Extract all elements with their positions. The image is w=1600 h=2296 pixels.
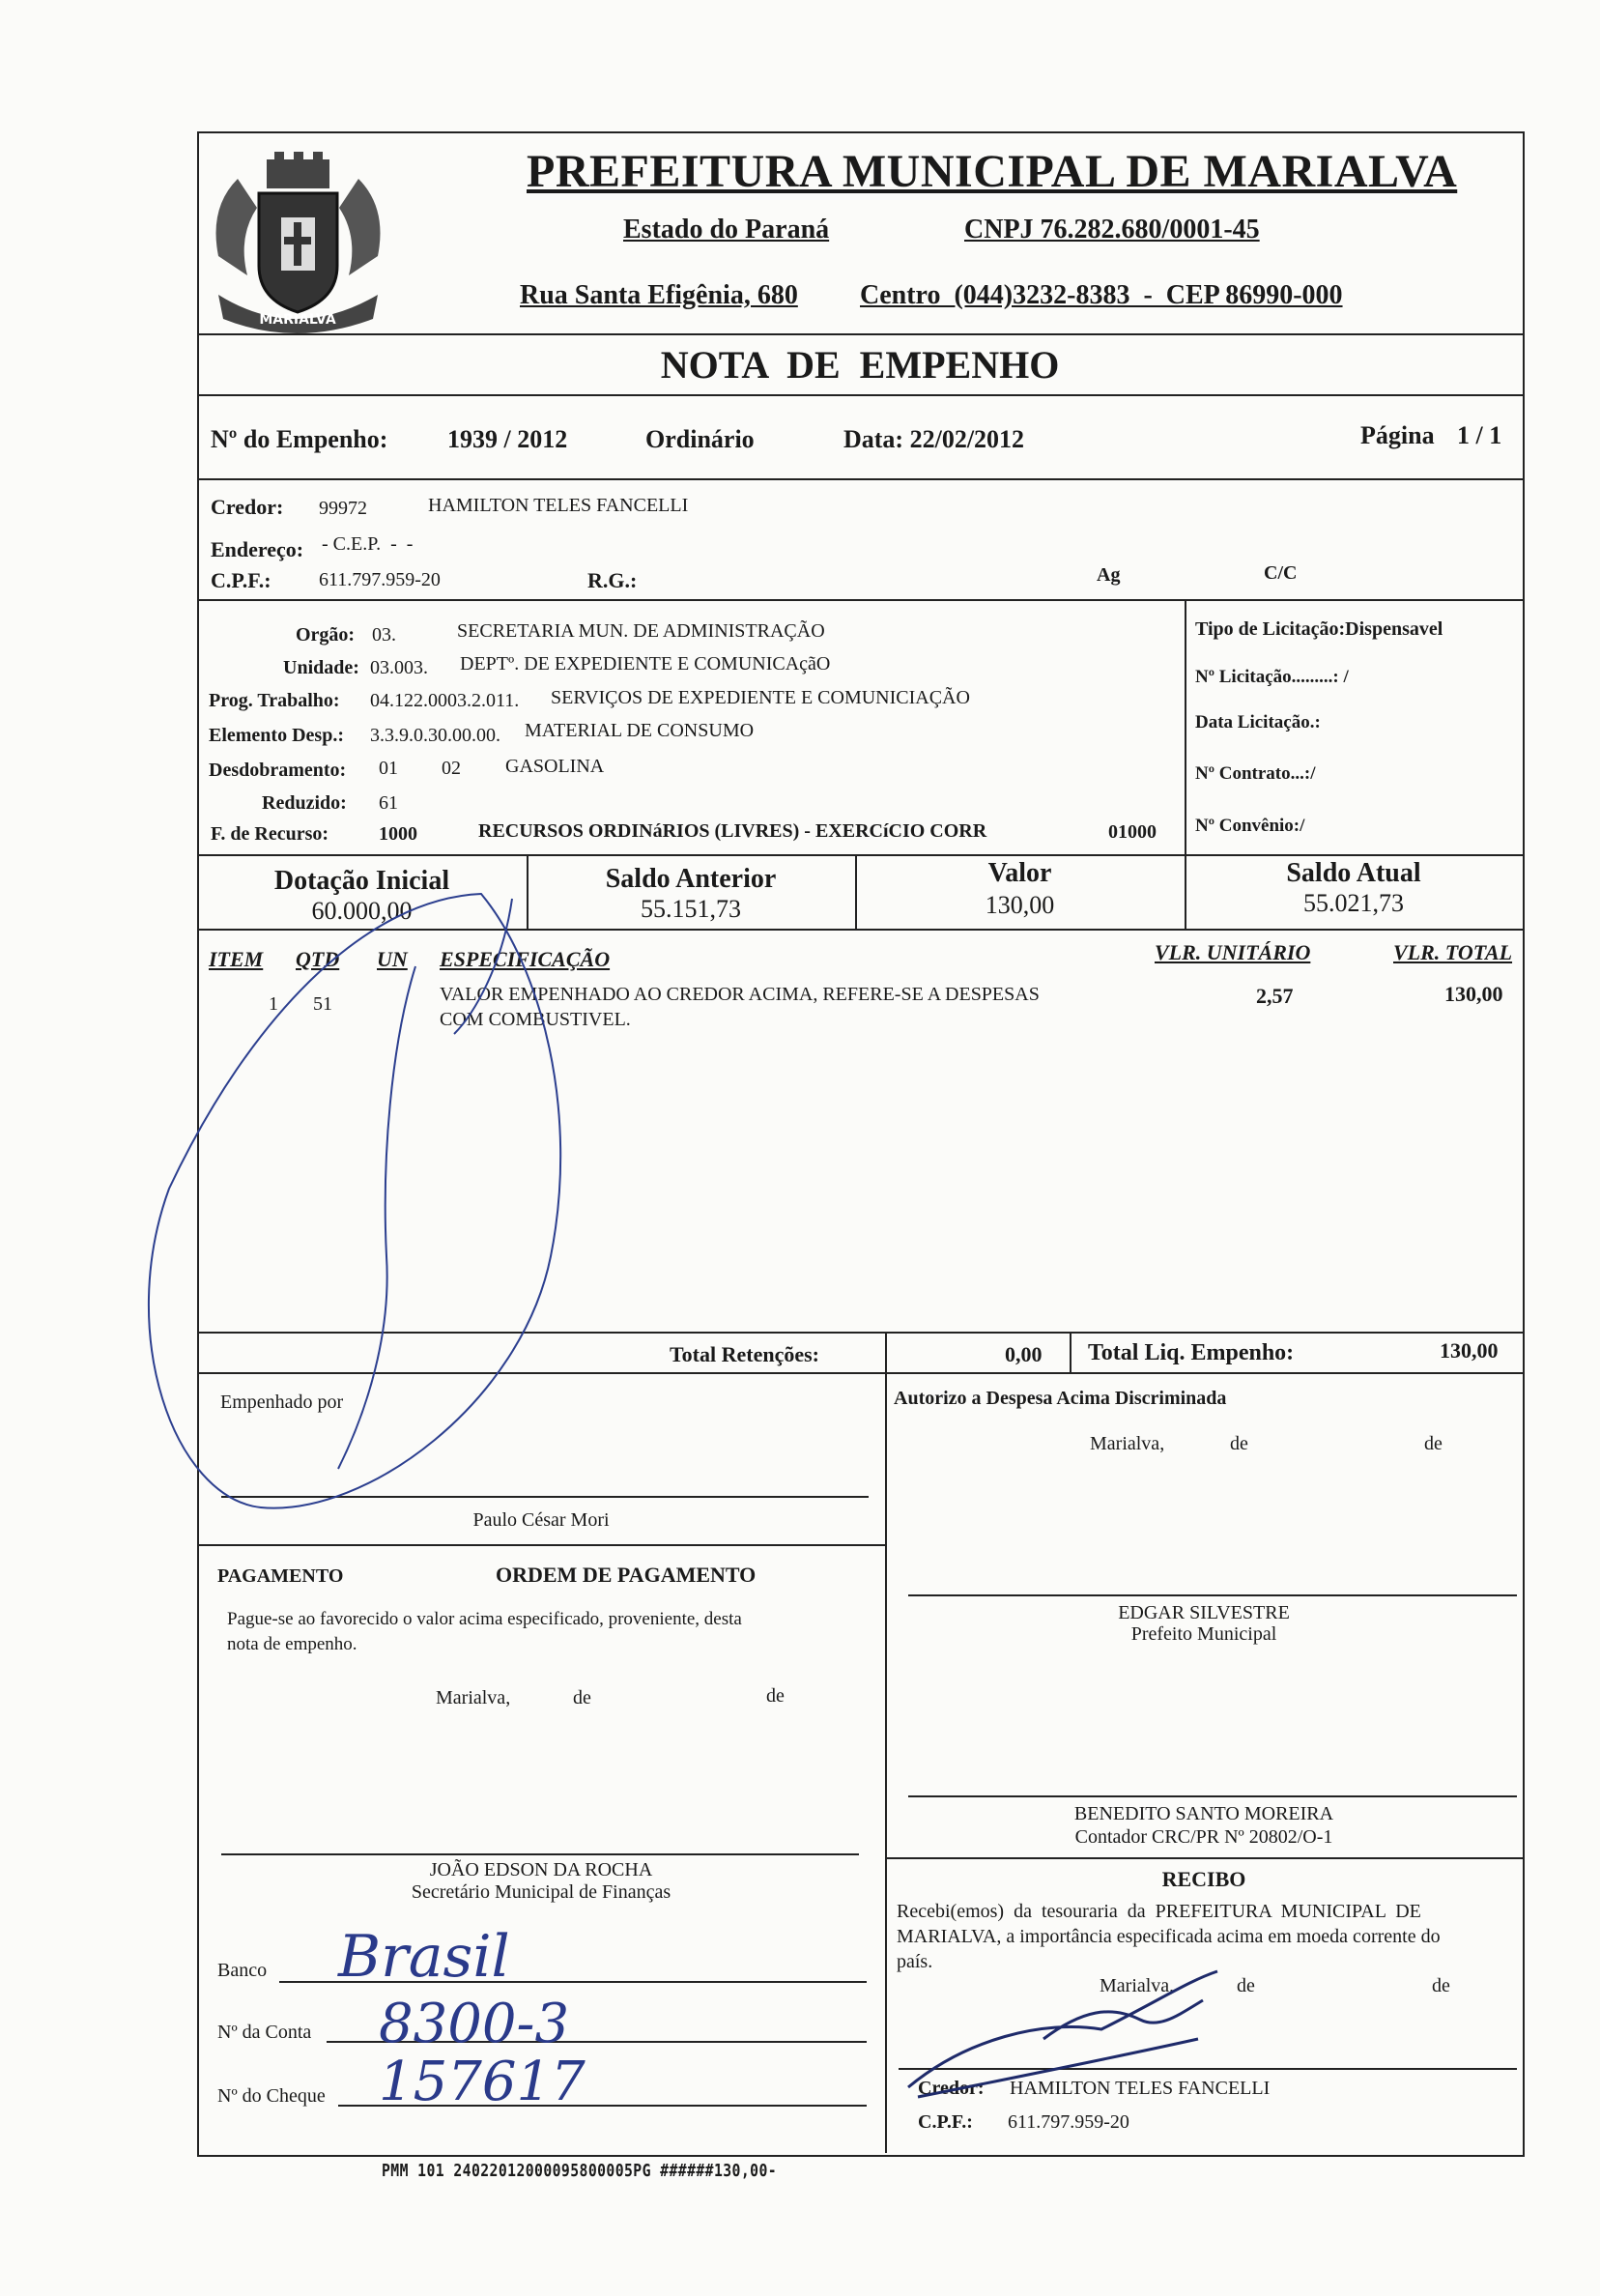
recibo-de1: de xyxy=(1237,1975,1255,1996)
saldo-atual-value: 55.021,73 xyxy=(1303,889,1404,917)
coat-of-arms-logo xyxy=(199,150,397,343)
pagamento-de1: de xyxy=(573,1687,591,1708)
elem-code: 3.3.9.0.30.00.00. xyxy=(370,725,500,746)
empenho-date: Data: 22/02/2012 xyxy=(843,425,1025,453)
pagamento-text1: Pague-se ao favorecido o valor acima especificado, proveniente, desta xyxy=(227,1609,742,1629)
rec-num: 01000 xyxy=(1108,821,1157,843)
prog-label: Prog. Trabalho: xyxy=(209,690,340,711)
autorizo-title: Autorizo a Despesa Acima Discriminada xyxy=(894,1388,1227,1409)
col-qtd: QTD xyxy=(296,947,340,971)
header-cnpj: CNPJ 76.282.680/0001-45 xyxy=(964,215,1260,244)
cheque-label: Nº do Cheque xyxy=(217,2085,326,2107)
liq-value: 130,00 xyxy=(1440,1338,1499,1363)
banco-value: Brasil xyxy=(338,1923,510,1991)
header-title: PREFEITURA MUNICIPAL DE MARIALVA xyxy=(527,146,1458,197)
row-item: 1 xyxy=(269,993,278,1015)
page-number: 1 / 1 xyxy=(1457,421,1502,449)
financas-role: Secretário Municipal de Finanças xyxy=(411,1881,671,1903)
recibo-credor-name: HAMILTON TELES FANCELLI xyxy=(1010,2078,1271,2099)
recibo-line2: MARIALVA, a importância especificada acima em moeda corrente do xyxy=(897,1926,1441,1947)
orgao-code: 03. xyxy=(372,624,396,646)
credor-label: Credor: xyxy=(211,495,284,519)
ag-label: Ag xyxy=(1097,564,1121,586)
footer-code: PMM 101 24022012000095800005PG ######130,00- xyxy=(382,2161,778,2181)
empenho-number: 1939 / 2012 xyxy=(447,425,568,453)
rec-code: 1000 xyxy=(379,823,417,845)
rg-label: R.G.: xyxy=(587,568,638,592)
endereco-value: - C.E.P. - - xyxy=(322,533,414,555)
col-total-value: VLR. TOTAL xyxy=(1393,940,1513,964)
banco-label: Banco xyxy=(217,1960,268,1981)
red-value: 61 xyxy=(379,792,398,814)
pagamento-title: ORDEM DE PAGAMENTO xyxy=(496,1563,757,1587)
header-phone-cep: Centro (044)3232-8383 - CEP 86990-000 xyxy=(860,280,1343,310)
empenho-type: Ordinário xyxy=(645,425,755,453)
svg-text:MARIALVA: MARIALVA xyxy=(259,312,336,328)
desd-a: 01 xyxy=(379,758,398,779)
conta-value: 8300-3 xyxy=(379,1993,570,2055)
lic-convenio: Nº Convênio:/ xyxy=(1195,816,1305,836)
lic-contrato: Nº Contrato...:/ xyxy=(1195,763,1316,784)
row-total-value: 130,00 xyxy=(1444,982,1503,1006)
header-address: Rua Santa Efigênia, 680 xyxy=(520,280,798,310)
credor-code: 99972 xyxy=(319,498,367,519)
prog-code: 04.122.0003.2.011. xyxy=(370,690,520,711)
row-spec-line1: VALOR EMPENHADO AO CREDOR ACIMA, REFERE-SE A DESPESAS xyxy=(440,984,1040,1005)
dotacao-label: Dotação Inicial xyxy=(273,866,450,896)
unidade-name: DEPTº. DE EXPEDIENTE E COMUNICAçãO xyxy=(460,653,831,674)
lic-data: Data Licitação.: xyxy=(1195,712,1321,732)
autorizo-de2: de xyxy=(1424,1433,1443,1454)
autorizo-city: Marialva, xyxy=(1090,1433,1165,1454)
pagamento-label: PAGAMENTO xyxy=(217,1565,344,1587)
autorizo-de1: de xyxy=(1230,1433,1248,1454)
col-spec: ESPECIFICAÇÃO xyxy=(440,947,611,971)
col-unit-value: VLR. UNITÁRIO xyxy=(1155,940,1311,964)
cheque-value: 157617 xyxy=(379,2051,586,2113)
cc-label: C/C xyxy=(1264,562,1298,584)
recibo-line3: país. xyxy=(897,1951,933,1972)
empenhado-signer: Paulo César Mori xyxy=(472,1509,610,1531)
endereco-label: Endereço: xyxy=(211,537,304,561)
dotacao-value: 60.000,00 xyxy=(311,897,413,925)
retencoes-label: Total Retenções: xyxy=(670,1342,819,1366)
orgao-name: SECRETARIA MUN. DE ADMINISTRAÇÃO xyxy=(457,620,825,642)
desd-name: GASOLINA xyxy=(505,756,605,777)
contador-role: Contador CRC/PR Nº 20802/O-1 xyxy=(1074,1826,1333,1848)
empenho-label: Nº do Empenho: xyxy=(211,425,388,453)
recibo-title: RECIBO xyxy=(1161,1867,1246,1891)
recibo-city: Marialva, xyxy=(1100,1975,1175,1996)
prog-name: SERVIÇOS DE EXPEDIENTE E COMUNICIAÇÃO xyxy=(551,687,970,708)
contador-name: BENEDITO SANTO MOREIRA xyxy=(1073,1803,1334,1824)
pagamento-de2: de xyxy=(766,1685,785,1707)
row-unit-value: 2,57 xyxy=(1256,984,1294,1008)
unidade-code: 03.003. xyxy=(370,657,428,678)
doc-title: NOTA DE EMPENHO xyxy=(660,343,1060,387)
row-spec-line2: COM COMBUSTIVEL. xyxy=(440,1009,631,1030)
prefeito-name: EDGAR SILVESTRE xyxy=(1118,1602,1290,1623)
recibo-cpf-label: C.P.F.: xyxy=(918,2111,973,2133)
desd-b: 02 xyxy=(442,758,461,779)
saldo-anterior-label: Saldo Anterior xyxy=(605,864,777,894)
saldo-anterior-value: 55.151,73 xyxy=(641,895,741,923)
empenhado-label: Empenhado por xyxy=(220,1392,344,1413)
saldo-atual-label: Saldo Atual xyxy=(1286,858,1421,888)
col-un: UN xyxy=(377,947,408,971)
recibo-de2: de xyxy=(1432,1975,1450,1996)
elem-name: MATERIAL DE CONSUMO xyxy=(525,720,755,741)
lic-numero: Nº Licitação.........: / xyxy=(1195,667,1349,687)
cpf-label: C.P.F.: xyxy=(211,568,271,592)
row-qtd: 51 xyxy=(313,993,332,1015)
conta-label: Nº da Conta xyxy=(217,2022,312,2043)
valor-label: Valor xyxy=(987,858,1052,888)
pagamento-text2: nota de empenho. xyxy=(227,1634,357,1654)
valor-value: 130,00 xyxy=(985,891,1055,919)
header-state: Estado do Paraná xyxy=(623,215,830,244)
rec-name: RECURSOS ORDINáRIOS (LIVRES) - EXERCíCIO CORR xyxy=(478,820,987,842)
recibo-credor-label: Credor: xyxy=(918,2078,985,2099)
unidade-label: Unidade: xyxy=(283,657,359,678)
financas-name: JOÃO EDSON DA ROCHA xyxy=(429,1859,653,1880)
retencoes-value: 0,00 xyxy=(1005,1342,1043,1366)
orgao-label: Orgão: xyxy=(296,624,356,646)
credor-name: HAMILTON TELES FANCELLI xyxy=(428,495,689,516)
elem-label: Elemento Desp.: xyxy=(209,725,344,746)
desd-label: Desdobramento: xyxy=(209,760,347,781)
prefeito-role: Prefeito Municipal xyxy=(1130,1623,1277,1645)
pagamento-city: Marialva, xyxy=(436,1687,511,1708)
liq-label: Total Liq. Empenho: xyxy=(1088,1340,1295,1365)
rec-label: F. de Recurso: xyxy=(211,823,329,845)
recibo-cpf: 611.797.959-20 xyxy=(1008,2111,1129,2133)
cpf-value: 611.797.959-20 xyxy=(319,569,441,590)
lic-tipo: Tipo de Licitação:Dispensavel xyxy=(1195,618,1443,640)
col-item: ITEM xyxy=(209,947,264,971)
red-label: Reduzido: xyxy=(262,792,347,814)
page-label: Página xyxy=(1360,421,1435,449)
recibo-line1: Recebi(emos) da tesouraria da PREFEITURA MUNICIPAL DE xyxy=(897,1901,1421,1922)
